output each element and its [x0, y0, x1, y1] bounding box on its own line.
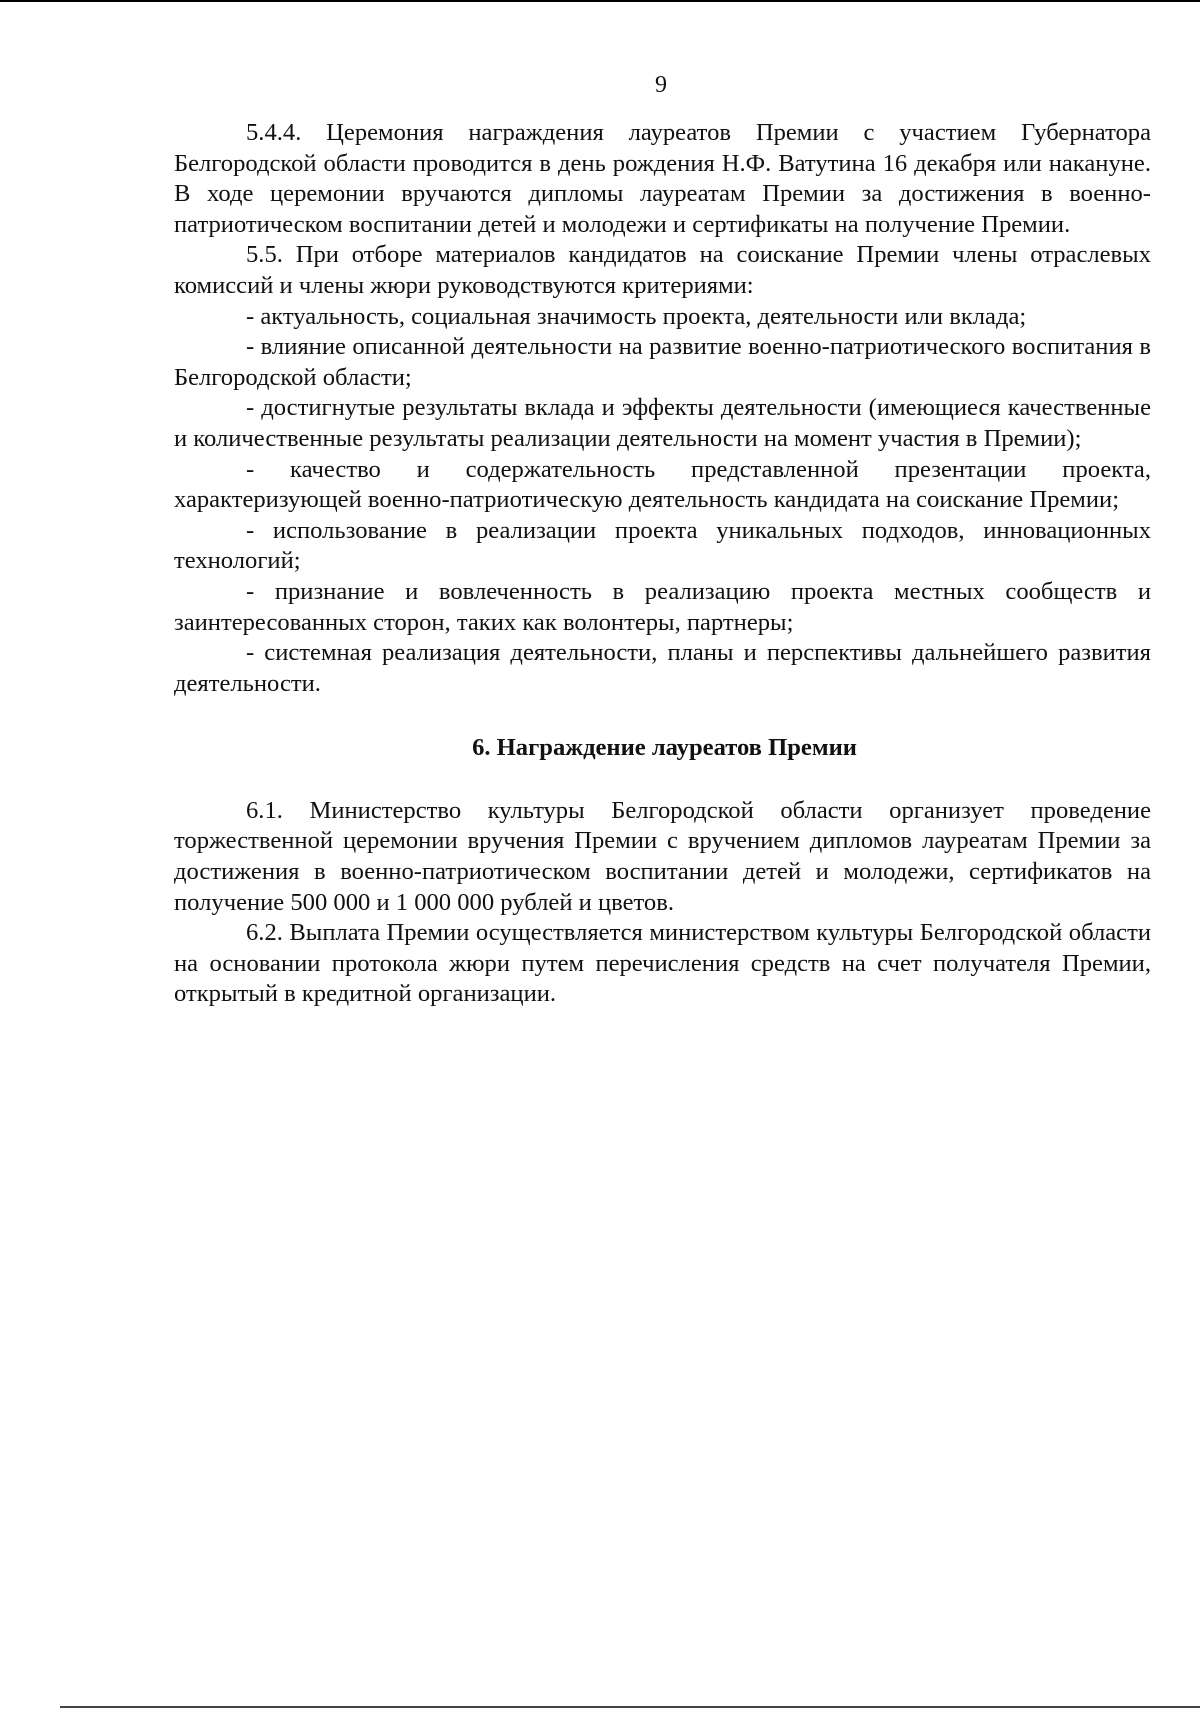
- section-6-heading: 6. Награждение лауреатов Премии: [472, 734, 857, 762]
- paragraph-6-1: 6.1. Министерство культуры Белгородской области организует проведение торжественной церемонии вручения Премии с вручением дипломов лауреатам Премии за достижения в военно-патриотическом воспитании детей и молодежи, сертификатов на получение 500 000 и 1 000 000 рублей и цветов.: [174, 796, 1151, 916]
- criteria-item-relevance: - актуальность, социальная значимость проекта, деятельности или вклада;: [246, 302, 1027, 330]
- criteria-item-systemic: - системная реализация деятельности, планы и перспективы дальнейшего развития деятельности.: [174, 639, 1151, 697]
- criteria-item-presentation: - качество и содержательность представленной презентации проекта, характеризующей военно-патриотическую деятельность кандидата на соискание Премии;: [174, 455, 1151, 514]
- scan-top-edge: [0, 0, 1200, 2]
- criteria-item-results: - достигнутые результаты вклада и эффекты деятельности (имеющиеся качественные и количественные результаты реализации деятельности на момент участия в Премии);: [174, 394, 1151, 452]
- paragraph-6-2: 6.2. Выплата Премии осуществляется министерством культуры Белгородской области на основании протокола жюри путем перечисления средств на счет получателя Премии, открытый в кредитной организации.: [174, 919, 1151, 1008]
- criteria-item-influence: - влияние описанной деятельности на развитие военно-патриотического воспитания в Белгородской области;: [174, 333, 1151, 391]
- scan-bottom-edge: [60, 1706, 1200, 1708]
- document-body: [174, 118, 1151, 1010]
- page-number: 9: [655, 72, 667, 98]
- paragraph-5-4-4: 5.4.4. Церемония награждения лауреатов Премии с участием Губернатора Белгородской области проводится в день рождения Н.Ф. Ватутина 16 декабря или накануне. В ходе церемонии вручаются дипломы лауреатам Премии за достижения в военно-патриотическом воспитании детей и молодежи и сертификаты на получение Премии.: [174, 119, 1151, 238]
- criteria-item-recognition: - признание и вовлеченность в реализацию проекта местных сообществ и заинтересованных сторон, таких как волонтеры, партнеры;: [174, 577, 1151, 636]
- criteria-item-innovation: - использование в реализации проекта уникальных подходов, инновационных технологий;: [174, 516, 1151, 575]
- paragraph-5-5: 5.5. При отборе материалов кандидатов на соискание Премии члены отраслевых комиссий и члены жюри руководствуются критериями:: [174, 241, 1151, 299]
